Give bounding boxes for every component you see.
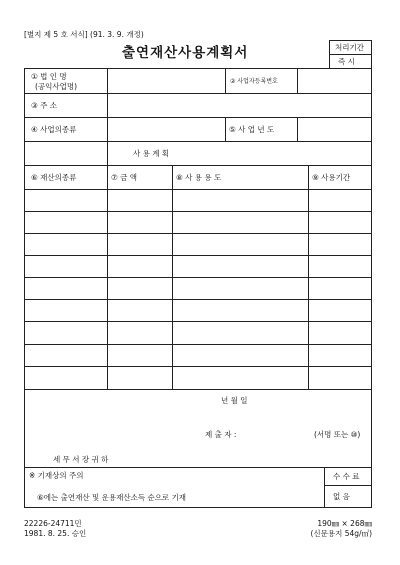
submission-date: 년 월 일	[221, 396, 248, 405]
form-table	[24, 68, 372, 508]
submitter-field[interactable]	[245, 427, 305, 441]
address-field[interactable]	[111, 96, 367, 114]
processing-period-box	[329, 40, 372, 69]
table-row[interactable]	[25, 212, 371, 232]
col-header-property-type: ⑥ 재산의종류	[31, 173, 77, 182]
business-type-label: ④ 사업의종류	[31, 125, 77, 134]
table-row[interactable]	[25, 256, 371, 276]
corp-name-label: ① 법 인 명	[31, 72, 67, 81]
fee-value: 없 음	[333, 492, 350, 501]
col-header-usage-period: ⑨ 사용기간	[312, 173, 351, 182]
paper-size: 190㎜ × 268㎜	[317, 519, 372, 528]
plan-heading: 사 용 계 획	[133, 149, 170, 158]
processing-period-value: 즉 시	[338, 57, 355, 66]
notes-line-1: ⑥에는 출연재산 및 운용재산소득 순으로 기재	[37, 493, 187, 502]
approval-date: 1981. 8. 25. 승인	[24, 529, 87, 538]
reg-number-field[interactable]	[301, 72, 369, 90]
fee-label: 수 수 료	[333, 472, 360, 481]
processing-period-label: 처리기간	[335, 43, 364, 52]
corp-name-field[interactable]	[111, 72, 221, 90]
table-row[interactable]	[25, 234, 371, 254]
recipient: 세 무 서 장 귀 하	[53, 455, 109, 464]
form-code: 22226-24711민	[24, 519, 82, 528]
table-row[interactable]	[25, 367, 371, 388]
notes-title: ※ 기재상의 주의	[29, 471, 84, 480]
business-year-field[interactable]	[301, 120, 369, 138]
corp-name-sublabel: (공익사업명)	[35, 82, 78, 91]
reg-number-label: ② 사업자등록번호	[230, 78, 278, 85]
table-row[interactable]	[25, 190, 371, 210]
submitter-label: 제 출 자 :	[205, 430, 237, 439]
form-number: [별지 제 5 호 서식] (91. 3. 9. 개정)	[24, 30, 144, 39]
col-header-amount: ⑦ 금 액	[111, 173, 137, 182]
table-row[interactable]	[25, 278, 371, 298]
address-label: ③ 주 소	[31, 101, 57, 110]
business-year-label: ⑤ 사 업 년 도	[229, 125, 275, 134]
table-row[interactable]	[25, 322, 371, 343]
signature-note: (서명 또는 ⑩)	[314, 430, 361, 439]
paper-type: (신문용지 54g/㎡)	[310, 529, 372, 538]
table-row[interactable]	[25, 345, 371, 365]
form-title: 출연재산사용계획서	[122, 45, 249, 61]
col-header-usage: ⑧ 사 용 용 도	[176, 173, 222, 182]
business-type-field[interactable]	[111, 120, 221, 138]
table-row[interactable]	[25, 300, 371, 320]
